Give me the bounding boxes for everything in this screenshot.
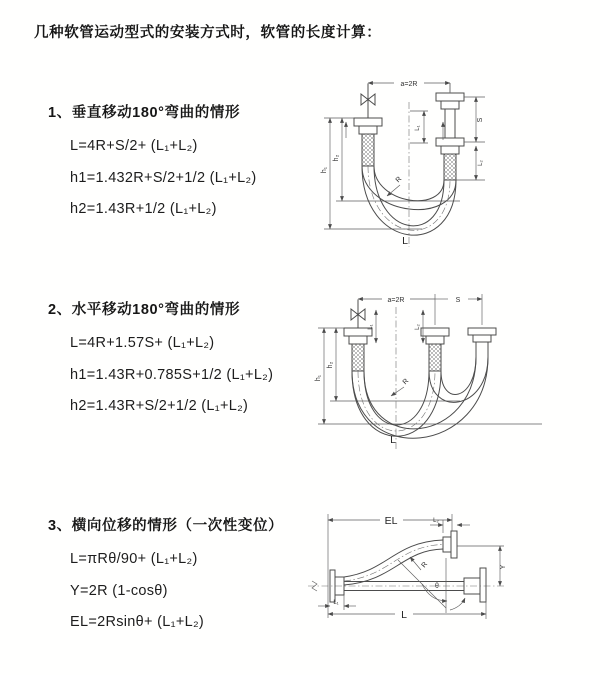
dim-label-h1: h₁ <box>315 374 322 382</box>
section-3 <box>48 514 283 639</box>
section-2-formula-h2: h2=1.43R+S/2+1/2 (L₁+L₂) <box>70 398 249 414</box>
section-2-formula-h1: h1=1.43R+0.785S+1/2 (L₁+L₂) <box>70 366 274 383</box>
dim-label-r: R <box>401 377 411 387</box>
dim-label-l2: L₂ <box>415 324 421 330</box>
section-3-formula-EL: EL=2Rsinθ+ (L₁+L₂) <box>70 614 205 630</box>
dim-label-h2: h₂ <box>327 361 334 369</box>
diagram-lateral-displacement <box>300 500 592 652</box>
valve-icon <box>361 84 375 118</box>
dim-label-l1: L₁ <box>333 600 339 606</box>
dim-label-h1: h₁ <box>321 166 328 174</box>
section-1-formula-h1: h1=1.432R+S/2+1/2 (L₁+L₂) <box>70 169 257 186</box>
diagram-2-svg <box>310 283 592 460</box>
diagram-vertical-180-bend <box>310 68 592 260</box>
dim-label-l: L <box>401 609 407 621</box>
dim-label-s: S <box>455 297 461 304</box>
section-3-heading: 3、横向位移的情形（一次性变位） <box>48 518 284 534</box>
dim-label-l2: L₂ <box>478 160 484 166</box>
dim-label-l1: L₁ <box>415 125 421 131</box>
section-1 <box>48 101 257 226</box>
section-2 <box>48 298 273 423</box>
diagram-3-svg <box>300 500 592 652</box>
dim-label-l2: L₂ <box>433 518 439 524</box>
section-1-formula-L: L=4R+S/2+ (L₁+L₂) <box>70 138 198 154</box>
dim-label-l1: L₁ <box>368 324 374 330</box>
dim-label-s: S <box>477 117 484 123</box>
section-1-formula-h2: h2=1.43R+1/2 (L₁+L₂) <box>70 201 217 217</box>
section-1-heading: 1、垂直移动180°弯曲的情形 <box>48 105 241 121</box>
section-2-heading: 2、水平移动180°弯曲的情形 <box>48 302 241 318</box>
dim-label-l: L <box>402 235 408 247</box>
section-3-formula-Y: Y=2R (1-cosθ) <box>70 582 168 599</box>
dim-label-theta: θ <box>435 583 439 590</box>
section-2-formula-L: L=4R+1.57S+ (L₁+L₂) <box>70 335 215 351</box>
page-title: 几种软管运动型式的安装方式时，软管的长度计算： <box>34 25 382 41</box>
dim-label-h2: h₂ <box>333 154 340 162</box>
dim-label-r: R <box>420 560 430 570</box>
dim-label-l: L <box>390 434 396 446</box>
dim-label-a2r: a=2R <box>400 81 418 88</box>
valve-icon <box>351 300 365 328</box>
diagram-horizontal-180-bend <box>310 283 592 460</box>
dim-label-a2r: a=2R <box>387 297 405 304</box>
dim-label-y: Y <box>500 564 507 570</box>
dim-label-r: R <box>394 175 404 185</box>
section-3-formula-L: L=πRθ/90+ (L₁+L₂) <box>70 551 198 567</box>
dim-label-el: EL <box>384 515 398 527</box>
diagram-1-svg <box>310 68 592 260</box>
